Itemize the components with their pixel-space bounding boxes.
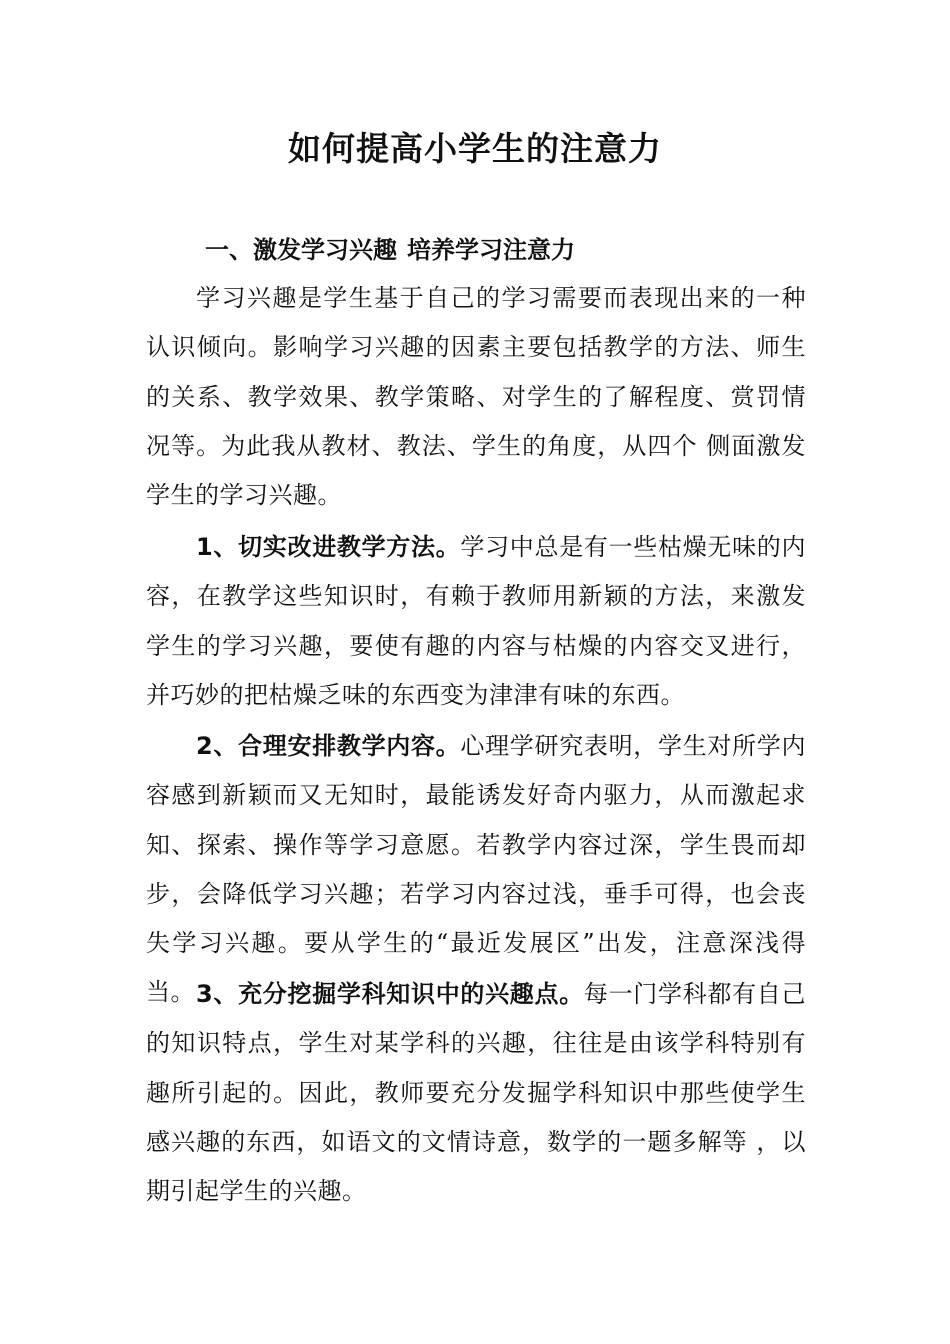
intro-paragraph: 学习兴趣是学生基于自己的学习需要而表现出来的一种认识倾向。影响学习兴趣的因素主要包括教学的方法、师生的关系、教学效果、教学策略、对学生的了解程度、赏罚情况等。为此我从教材、教法、学生的角度，从四个 侧面激发学生的学习兴趣。 <box>146 284 806 510</box>
point-text-3: 每一门学科都有自己的知识特点，学生对某学科的兴趣，往往是由该学科特别有趣所引起的。因此，教师要充分发掘学科知识中那些使学生感兴趣的东西，如语文的文情诗意，数学的一题多解等 ，以期引起学生的兴趣。 <box>146 980 807 1206</box>
point-paragraph-1 <box>146 523 806 720</box>
point-text-1: 学习中总是有一些枯燥无味的内容，在教学这些知识时，有赖于教师用新颖的方法，来激发学生的学习兴趣，要使有趣的内容与枯燥的内容交叉进行，并巧妙的把枯燥乏味的东西变为津津有味的东西。 <box>146 533 807 709</box>
section-heading-part2: 培养学习注意力 <box>407 236 575 264</box>
point-lead-1: 1、切实改进教学方法。 <box>196 533 461 561</box>
point-text-2: 心理学研究表明，学生对所学内容感到新颖而又无知时，最能诱发好奇内驱力，从而激起求知、探索、操作等学习意愿。若教学内容过深，学生畏而却步，会降低学习兴趣；若学习内容过浅，垂手可得，也会丧失学习兴趣。要从学生的“最近发展区”出发，注意深浅得当。 <box>146 732 807 1007</box>
section-heading <box>205 228 575 272</box>
point-lead-2: 2、合理安排教学内容。 <box>196 732 461 760</box>
section-heading-part1: 一、激发学习兴趣 <box>205 236 397 264</box>
point-paragraph-3 <box>146 970 806 1216</box>
point-lead-3: 3、充分挖掘学科知识中的兴趣点。 <box>196 980 584 1008</box>
document-title: 如何提高小学生的注意力 <box>288 129 662 168</box>
